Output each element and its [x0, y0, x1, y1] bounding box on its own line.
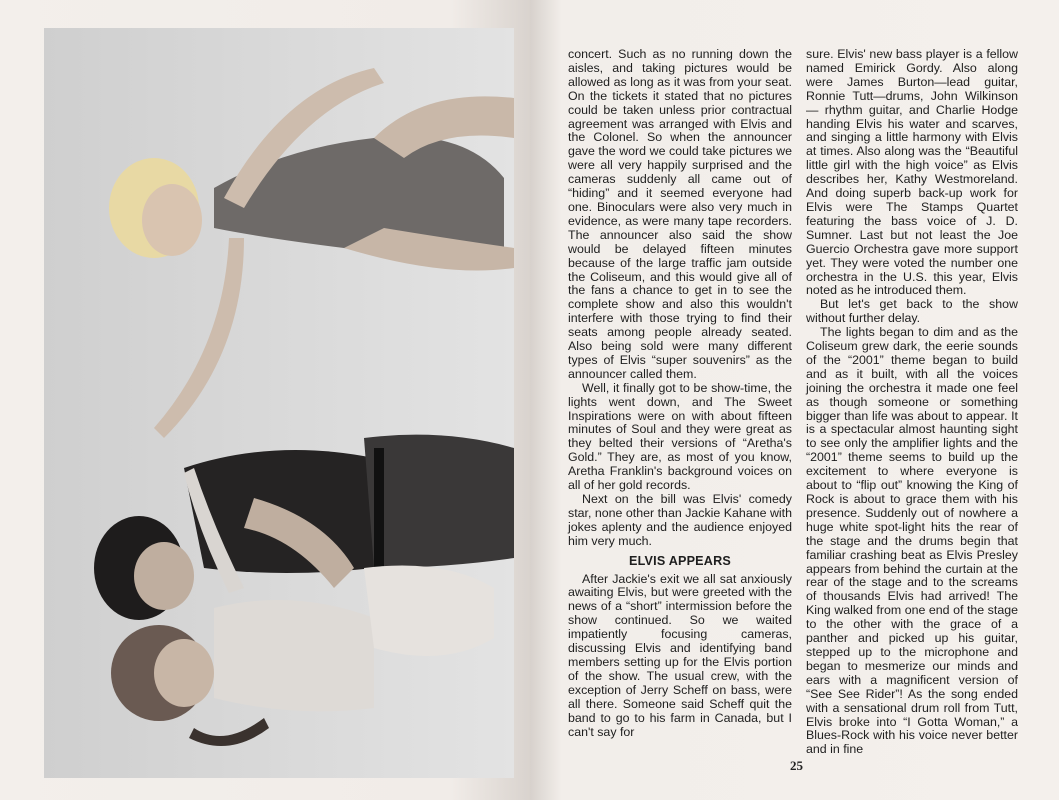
article-column-1 — [568, 48, 792, 739]
page-number: 25 — [790, 758, 803, 773]
section-heading: ELVIS APPEARS — [629, 553, 731, 568]
paragraph: But let's get back to the show without further delay. — [806, 297, 1018, 326]
paragraph: The lights began to dim and as the Coliseum grew dark, the eerie sounds of the “2001” theme began to build and as it built, with all the voices joining the orchestra it made one feel as though someone or something bigger than life was about to appear. It is a spectacular almost haunting sight to see only the amplifier lights and the “2001” theme seems to build up the excitement to where everyone is about to “flip out” knowing the King of Rock is about to grace them with his presence. Suddenly out of nowhere a huge white spot-light hits the rear of the stage and the drums begin that familiar crashing beat as Elvis Presley appears from behind the curtain at the rear of the stage and to the screams of thousands Elvis had arrived! The King walked from one end of the stage to the other with the grace of a panther and picked up his guitar, stepped up to the microphone and began to mesmerize our minds and ears with a magnificent version of “See See Rider”! As the song ended with a sensational drum roll from Tutt, Elvis broke into “I Gotta Woman,” a Blues-Rock with his voice never better and in fine — [806, 325, 1018, 757]
paragraph: After Jackie's exit we all sat anxiously awaiting Elvis, but were greeted with the news of a “short” intermission before the show continued. So we waited impatiently focusing cameras, discussing Elvis and identifying band members setting up for the Elvis portion of the show. The usual crew, with the exception of Jerry Scheff on bass, were all there. Someone said Scheff quit the band to go to his farm in Canada, but I can't say for — [568, 571, 792, 739]
black-and-white-photo — [44, 28, 514, 778]
paragraph: Well, it finally got to be show-time, the lights went down, and The Sweet Inspirations were on with about fifteen minutes of Soul and they were great as they belted their versions of “Aretha's Gold.” They are, as most of you know, Aretha Franklin's background voices on all of her gold records. — [568, 380, 792, 493]
paragraph: Next on the bill was Elvis' comedy star, none other than Jackie Kahane with jokes aplenty and the audience enjoyed him very much. — [568, 492, 792, 548]
paragraph: concert. Such as no running down the aisles, and taking pictures would be allowed as long as it was from your seat. On the tickets it stated that no pictures could be taken unless prior contractual agreement was arranged with Elvis and the Colonel. So when the announcer gave the word we could take pictures we were all very happily surprised and the cameras suddenly all came out of “hiding” and it seemed everyone had one. Binoculars were also very much in evidence, as were many tape recorders. The announcer also said the show would be delayed fifteen minutes because of the large traffic jam outside the Coliseum, and this would give all of the fans a chance to get in to see the complete show and also this wouldn't interfere with those trying to find their seats among people already seated. Also being sold were many different types of Elvis “super souvenirs” as the announcer called them. — [568, 47, 792, 381]
photo-illustration — [44, 28, 514, 778]
article-column-2 — [806, 48, 1018, 757]
paragraph: sure. Elvis' new bass player is a fellow named Emirick Gordy. Also along were James Burton—lead guitar, Ronnie Tutt—drums, John Wilkinson — rhythm guitar, and Charlie Hodge handing Elvis his water and scarves, and singing a little harmony with Elvis at times. Also along was the “Beautiful little girl with the high voice” as Elvis describes her, Kathy Westmoreland. And doing superb back-up work for Elvis were The Stamps Quartet featuring the bass voice of J. D. Sumner. Last but not least the Joe Guercio Orchestra gave more support yet. They were voted the number one orchestra in the U.S. this year, Elvis noted as he introduced them. — [806, 47, 1018, 298]
